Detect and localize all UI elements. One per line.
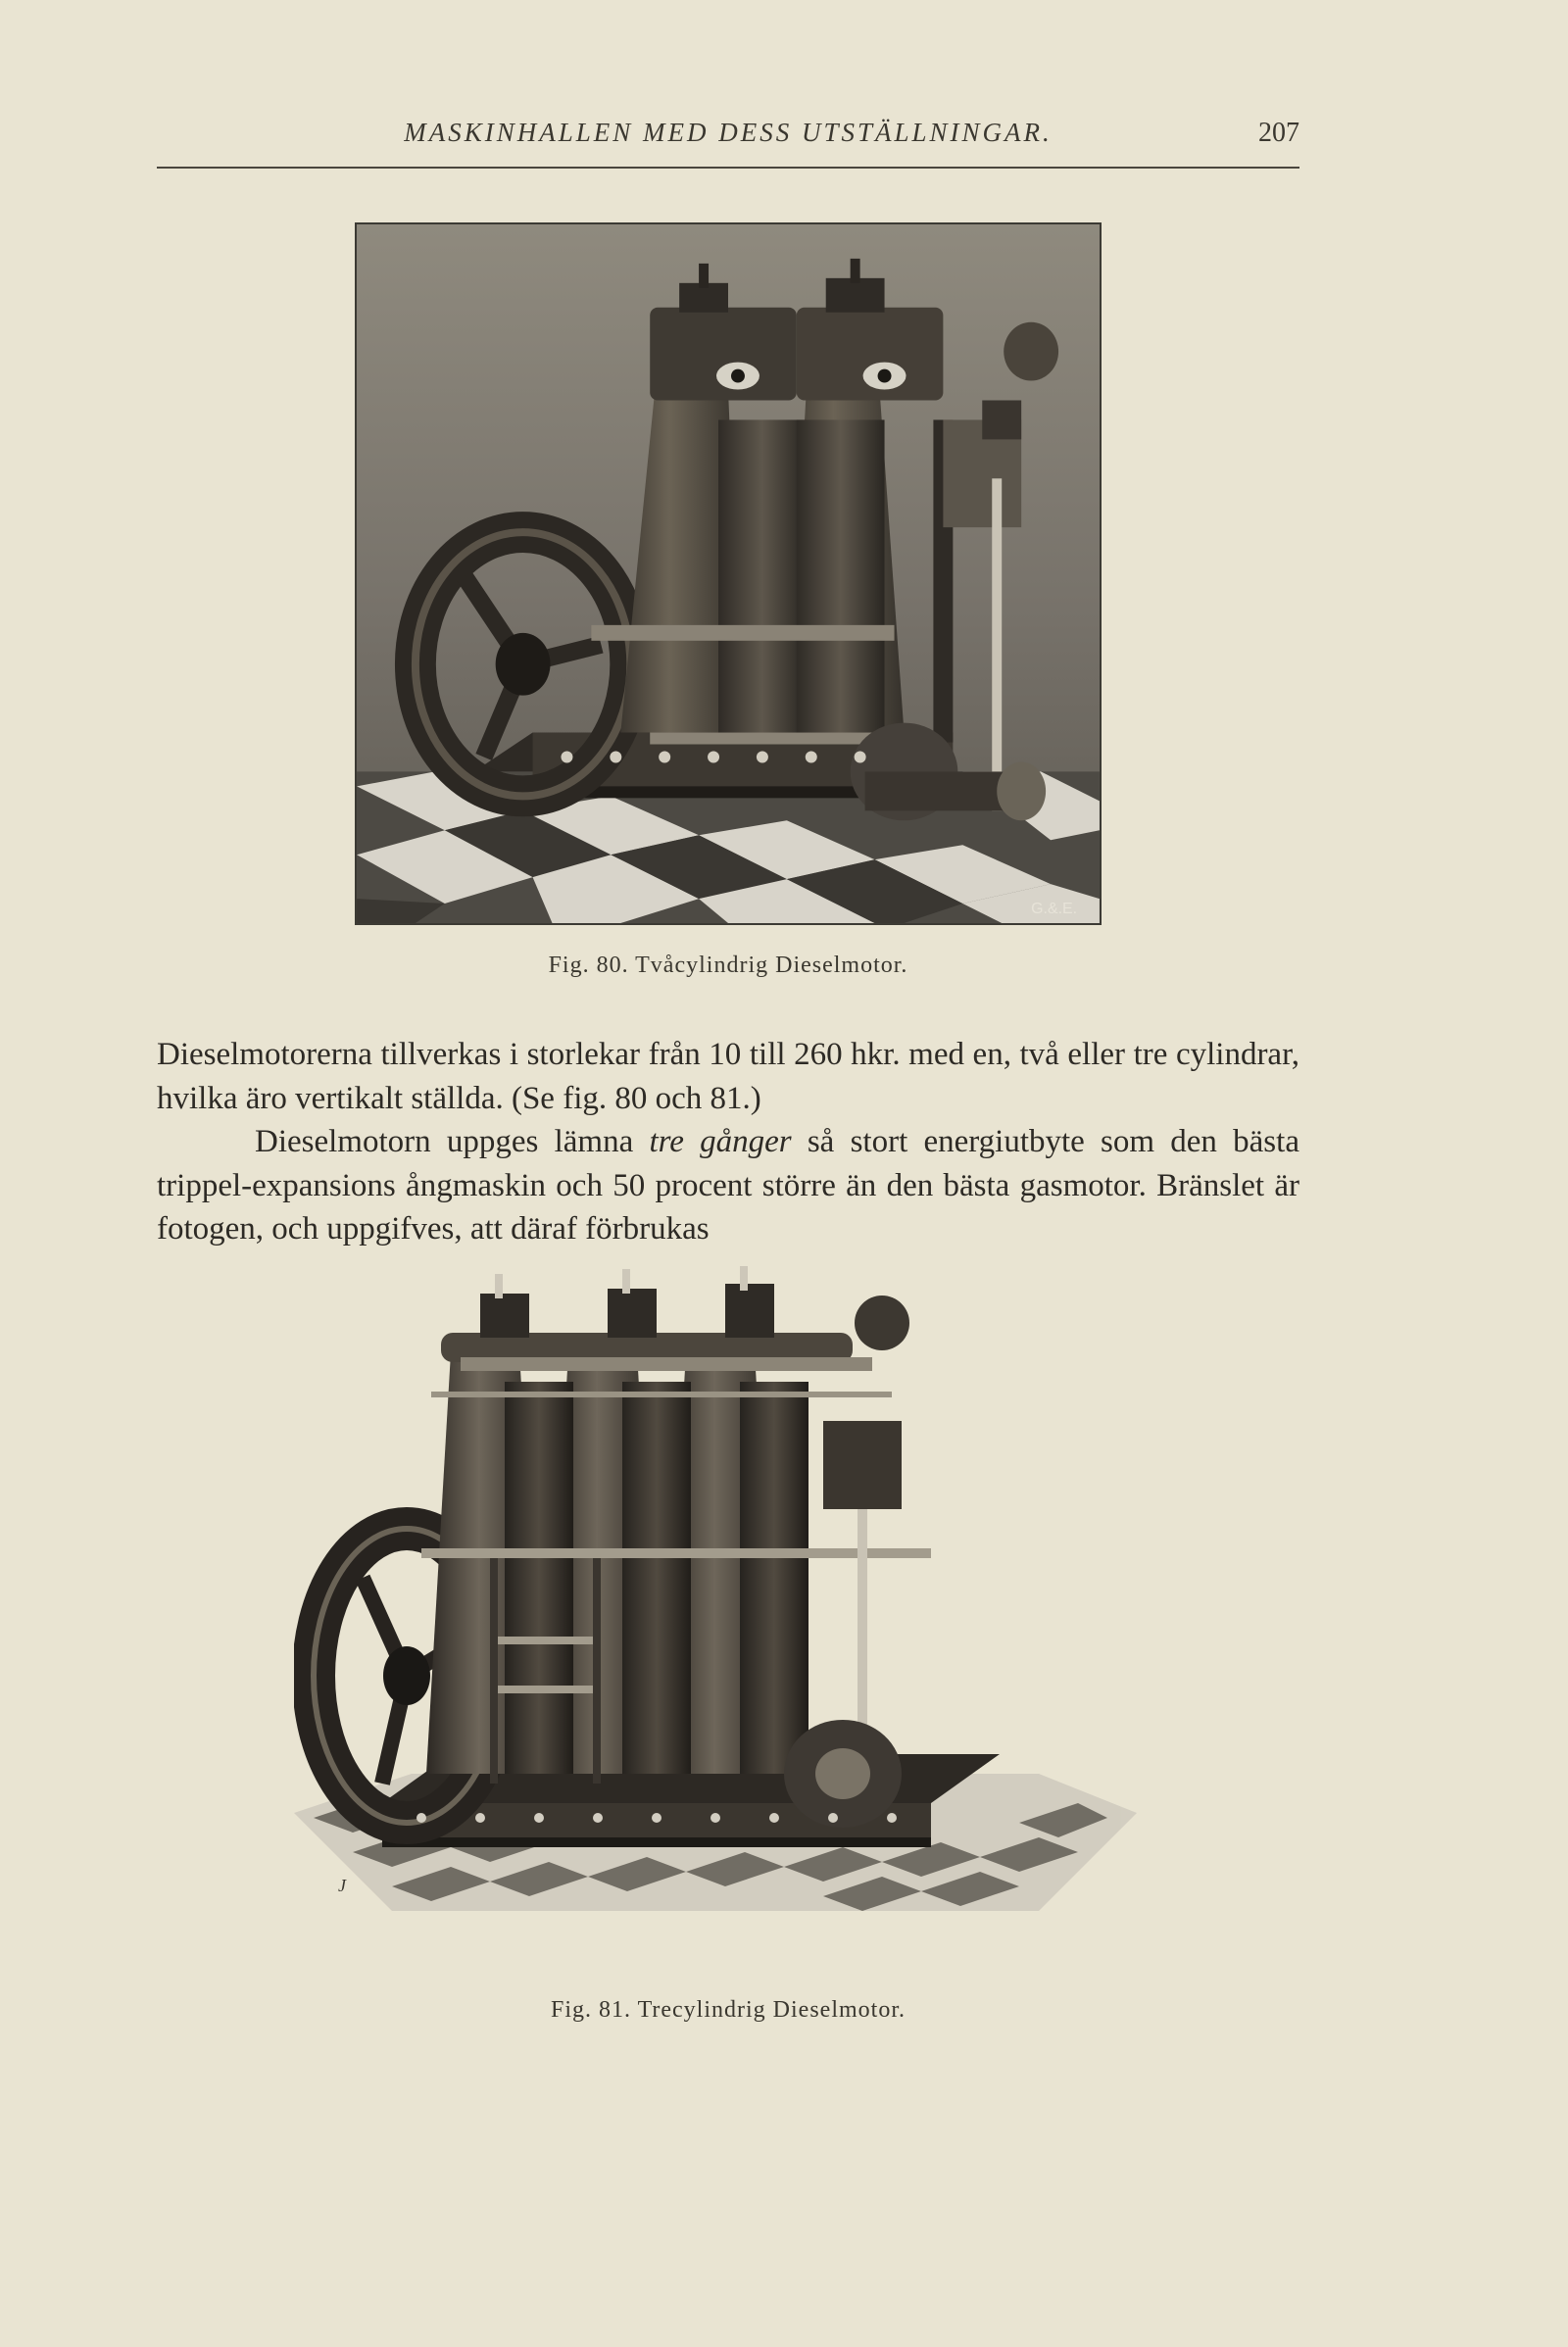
figure-81-illustration	[294, 1264, 1137, 1950]
paragraph-1: Dieselmotorerna tillverkas i storlekar från 10 till 260 hkr. med en, två eller tre cylindrar, hvilka äro vertikalt ställda. (Se fig. 80 och 81.)	[157, 1037, 1299, 1116]
figure-81-mark: J	[338, 1876, 346, 1895]
paragraph-2	[157, 1120, 1299, 1251]
paragraph-2-before: Dieselmotorn uppges lämna	[255, 1124, 650, 1159]
two-cylinder-engine-illustration	[357, 224, 1100, 923]
paragraph-2-after: så stort energiutbyte som den bästa trippel-expansions ångmaskin och 50 procent större än den bästa gasmotor. Bränslet är fotogen, och uppgifves, att däraf förbrukas	[157, 1124, 1299, 1247]
three-cylinder-engine-illustration	[294, 1264, 1137, 1950]
page-header	[157, 110, 1299, 169]
figure-80-caption: Fig. 80. Tvåcylindrig Dieselmotor.	[548, 953, 908, 978]
figure-81-caption: Fig. 81. Trecylindrig Dieselmotor.	[550, 1997, 906, 2023]
figure-80-mark: G.&.E.	[1031, 901, 1078, 918]
body-text	[157, 1033, 1299, 1251]
page-number: 207	[1258, 118, 1299, 148]
figure-80-photo	[355, 222, 1102, 925]
paragraph-2-emphasis: tre gånger	[649, 1124, 792, 1159]
running-head: MASKINHALLEN MED DESS UTSTÄLLNINGAR.	[404, 118, 1053, 147]
